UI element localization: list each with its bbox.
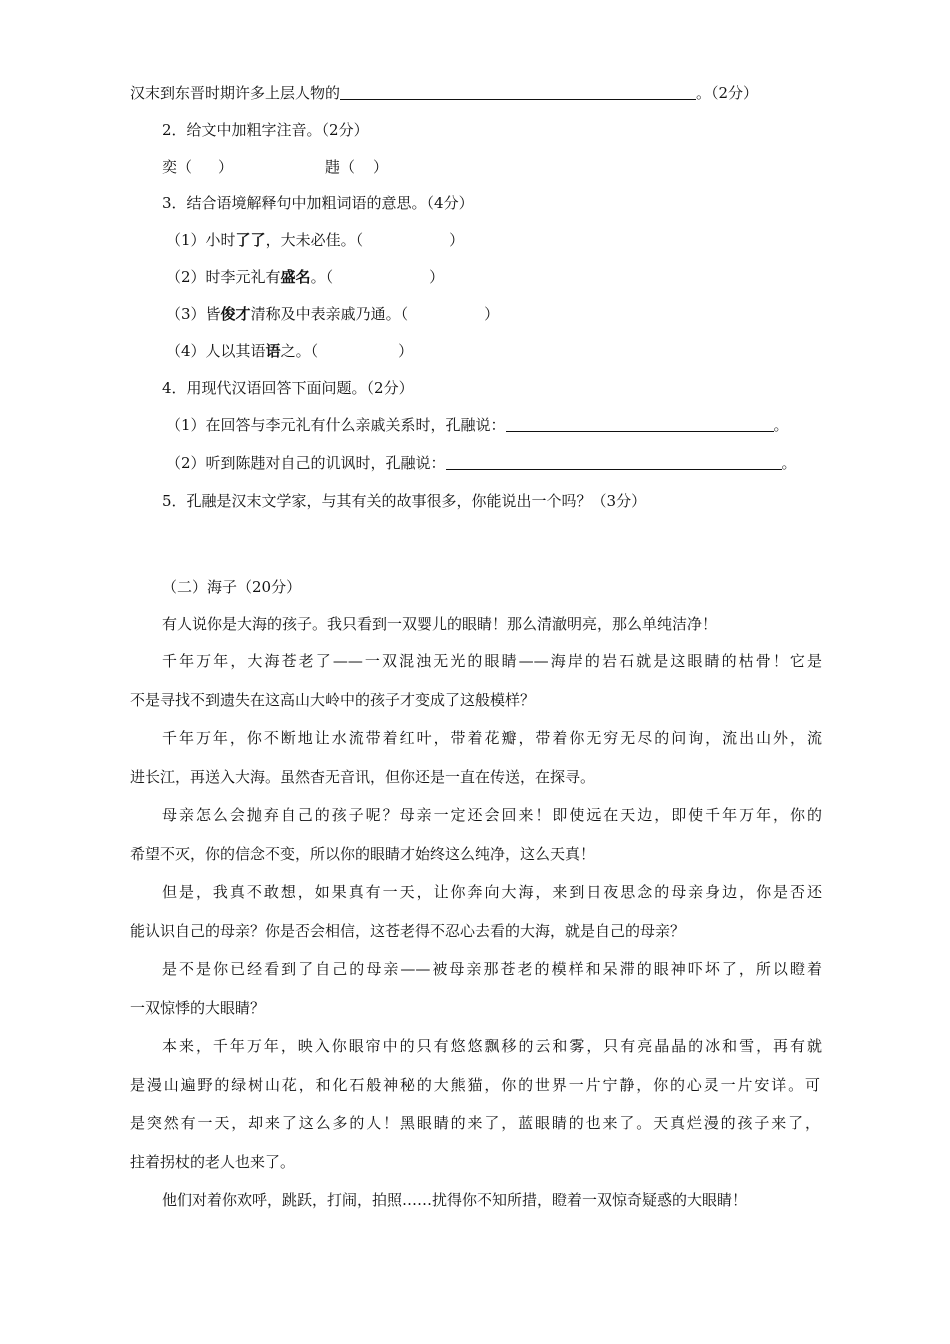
passage-line: 他们对着你欢呼，跳跃，打闹，拍照……扰得你不知所措，瞪着一双惊奇疑惑的大眼睛！	[162, 1191, 748, 1209]
passage-line: 是漫山遍野的绿树山花，和化石般神秘的大熊猫，你的世界一片宁静，你的心灵一片安详。可	[130, 1076, 820, 1094]
passage-line: 一双惊悸的大眼睛？	[130, 999, 266, 1017]
q3-item-2-bold: 盛名	[280, 268, 311, 286]
q3-item-3-post: 清称及中表亲戚乃通。（	[250, 305, 409, 323]
q4-item-2-end: 。	[781, 454, 797, 472]
q3-item-4-post: 之。（	[280, 342, 319, 360]
passage-line: 但是，我真不敢想，如果真有一天，让你奔向大海，来到日夜思念的母亲身边，你是否还	[162, 883, 822, 901]
q3-item-1-pre: （1）小时	[166, 231, 236, 249]
q3-item-3-bold: 俊才	[220, 305, 251, 323]
q4-title: 4．用现代汉语回答下面问题。（2分）	[162, 379, 414, 397]
q3-item-3-pre: （3）皆	[166, 305, 221, 323]
passage-line: 千年万年，你不断地让水流带着红叶，带着花瓣，带着你无穷无尽的问询，流出山外，流	[162, 729, 822, 747]
q4-item-2	[166, 452, 826, 474]
q4-item-1-end: 。	[773, 416, 789, 434]
section2-heading: （二）海子（20分）	[162, 578, 302, 596]
passage-line: 千年万年，大海苍老了——一双混浊无光的眼睛——海岸的岩石就是这眼睛的枯骨！它是	[162, 652, 822, 670]
q3-title: 3．结合语境解释句中加粗词语的意思。（4分）	[162, 194, 474, 212]
q3-item-3	[166, 303, 826, 325]
q2-char2-close: ）	[373, 158, 389, 176]
q3-item-1-bold: 了了	[235, 231, 266, 249]
passage-line: 母亲怎么会抛弃自己的孩子呢？母亲一定还会回来！即使远在天边，即使千年万年，你的	[162, 806, 822, 824]
q4-item-1-text: （1）在回答与李元礼有什么亲戚关系时，孔融说：	[166, 416, 506, 434]
q3-item-4-close: ）	[398, 342, 414, 360]
q4-item-2-text: （2）听到陈韪对自己的讥讽时，孔融说：	[166, 454, 446, 472]
q1-text: 汉末到东晋时期许多上层人物的	[130, 84, 341, 102]
passage-line: 拄着拐杖的老人也来了。	[130, 1153, 296, 1171]
q3-item-2	[166, 266, 826, 288]
q3-item-4-bold: 语	[265, 342, 281, 360]
q1-blank[interactable]	[340, 83, 696, 100]
q3-item-2-close: ）	[429, 268, 445, 286]
passage-line: 不是寻找不到遗失在这高山大岭中的孩子才变成了这般模样？	[130, 691, 536, 709]
passage-line: 希望不灭，你的信念不变，所以你的眼睛才始终这么纯净，这么天真！	[130, 845, 596, 863]
q3-item-2-post: 。（	[310, 268, 334, 286]
passage-line: 进长江，再送入大海。虽然杳无音讯，但你还是一直在传送，在探寻。	[130, 768, 596, 786]
q4-item-1	[166, 414, 826, 436]
q2-char2: 韪（	[325, 158, 356, 176]
q1-score: 。（2分）	[696, 84, 759, 102]
q2-title: 2．给文中加粗字注音。（2分）	[162, 121, 369, 139]
q3-item-4	[166, 340, 826, 362]
q2-char1: 奕（	[162, 158, 193, 176]
q1-answer-line	[130, 82, 820, 104]
q3-item-3-close: ）	[484, 305, 500, 323]
q3-item-1	[166, 229, 826, 251]
passage-line: 是突然有一天，却来了这么多的人！黑眼睛的来了，蓝眼睛的也来了。天真烂漫的孩子来了，	[130, 1114, 820, 1132]
q5-title: 5．孔融是汉末文学家，与其有关的故事很多，你能说出一个吗？（3分）	[162, 492, 647, 510]
q2-char1-close: ）	[218, 158, 234, 176]
q2-pinyin-row	[162, 156, 822, 178]
passage-line: 是不是你已经看到了自己的母亲——被母亲那苍老的模样和呆滞的眼神吓坏了，所以瞪着	[162, 960, 822, 978]
passage-line: 有人说你是大海的孩子。我只看到一双婴儿的眼睛！那么清澈明亮，那么单纯洁净！	[162, 615, 718, 633]
q3-item-1-close: ）	[449, 231, 465, 249]
q3-item-1-post: ，大未必佳。（	[265, 231, 364, 249]
q3-item-4-pre: （4）人以其语	[166, 342, 266, 360]
passage-line: 能认识自己的母亲？你是否会相信，这苍老得不忍心去看的大海，就是自己的母亲？	[130, 922, 686, 940]
passage-line: 本来，千年万年，映入你眼帘中的只有悠悠飘移的云和雾，只有亮晶晶的冰和雪，再有就	[162, 1037, 822, 1055]
q4-item-1-blank[interactable]	[506, 415, 774, 432]
q4-item-2-blank[interactable]	[446, 453, 782, 470]
q3-item-2-pre: （2）时李元礼有	[166, 268, 281, 286]
